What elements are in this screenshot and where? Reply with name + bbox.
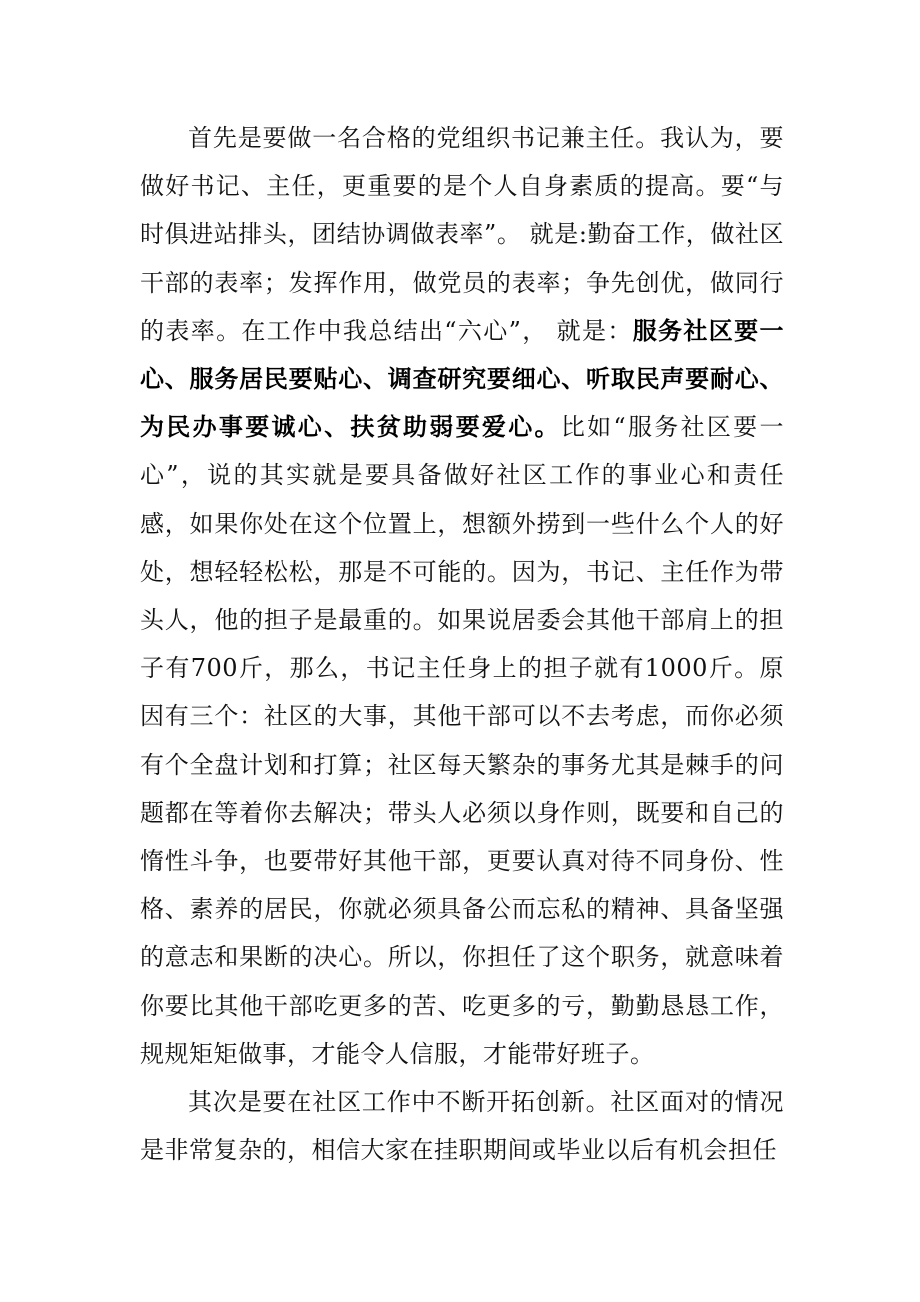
- paragraph-1-text-end: 比如“服务社区要一心”，说的其实就是要具备做好社区工作的事业心和责任感，如果你处在这个位置上，想额外捞到一些什么个人的好处，想轻轻松松，那是不可能的。因为，书记、主任作为带头人，他的担子是最重的。如果说居委会其他干部肩上的担子有700斤，那么，书记主任身上的担子就有1000斤。原因有三个：社区的大事，其他干部可以不去考虑，而你必须有个全盘计划和打算；社区每天繁杂的事务尤其是棘手的问题都在等着你去解决；带头人必须以身作则，既要和自己的惰性斗争，也要带好其他干部，更要认真对待不同身份、性格、素养的居民，你就必须具备公而忘私的精神、具备坚强的意志和果断的决心。所以，你担任了这个职务，就意味着你要比其他干部吃更多的苦、吃更多的亏，勤勤恳恳工作，规规矩矩做事，才能令人信服，才能带好班子。: [140, 413, 784, 1068]
- paragraph-1: [140, 114, 784, 1078]
- paragraph-1-text-start: 首先是要做一名合格的党组织书记兼主任。我认为，要做好书记、主任，更重要的是个人自身素质的提高。要“与时俱进站排头，团结协调做表率”。 就是:勤奋工作，做社区干部的表率；发挥作用，做党员的表率；争先创优，做同行的表率。在工作中我总结出“六心”， 就是：: [140, 124, 784, 345]
- paragraph-2: [140, 1078, 784, 1174]
- paragraph-2-text: 其次是要在社区工作中不断开拓创新。社区面对的情况是非常复杂的，相信大家在挂职期间或毕业以后有机会担任: [140, 1088, 784, 1165]
- paragraph-1-bold-text: 服务社区要一心、服务居民要贴心、调查研究要细心、听取民声要耐心、为民办事要诚心、扶贫助弱要爱心。: [140, 315, 784, 442]
- document-body: [140, 114, 784, 1174]
